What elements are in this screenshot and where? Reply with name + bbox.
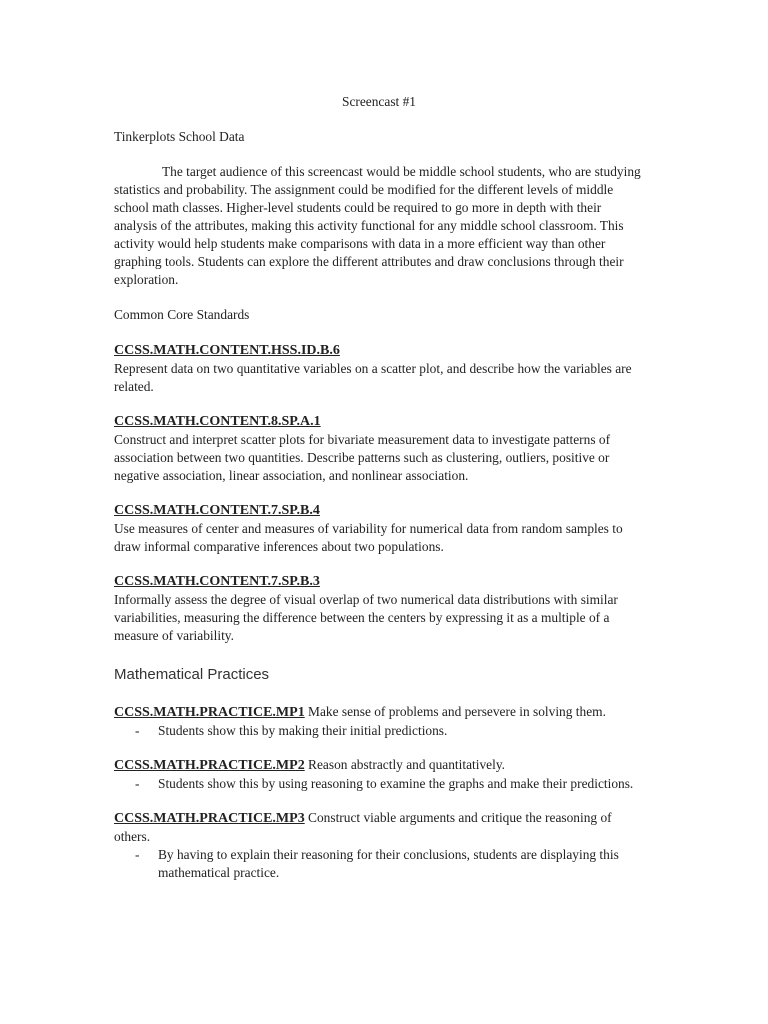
- practice-link[interactable]: CCSS.MATH.PRACTICE.MP2: [114, 758, 305, 773]
- practice-item: [114, 809, 644, 882]
- practice-bullet: [114, 722, 644, 740]
- standard-item: [114, 412, 644, 485]
- practice-item: [114, 703, 644, 740]
- practice-bullet: [114, 846, 644, 882]
- practice-statement: [114, 756, 644, 775]
- document-page: [114, 93, 644, 898]
- standard-description: Construct and interpret scatter plots for bivariate measurement data to investigate patterns of association between two quantities. Describe patterns such as clustering, outliers, positive or negative association, linear association, and nonlinear association.: [114, 432, 611, 483]
- practice-bullet: [114, 775, 644, 793]
- bullet-text: By having to explain their reasoning for their conclusions, students are displaying this mathematical practice.: [158, 847, 619, 880]
- standard-description: Represent data on two quantitative variables on a scatter plot, and describe how the variables are related.: [114, 361, 632, 394]
- standards-heading: Common Core Standards: [114, 307, 250, 322]
- practice-item: [114, 756, 644, 793]
- bullet-text: Students show this by making their initial predictions.: [158, 723, 448, 738]
- bullet-dash: -: [135, 847, 140, 862]
- standard-item: [114, 341, 644, 396]
- standard-description: Use measures of center and measures of variability for numerical data from random samples to draw informal comparative inferences about two populations.: [114, 521, 623, 554]
- practice-link[interactable]: CCSS.MATH.PRACTICE.MP1: [114, 705, 305, 720]
- practice-description: Reason abstractly and quantitatively.: [304, 757, 506, 772]
- standard-link[interactable]: CCSS.MATH.CONTENT.HSS.ID.B.6: [114, 343, 340, 358]
- practice-description: Make sense of problems and persevere in solving them.: [304, 704, 606, 719]
- standard-link[interactable]: CCSS.MATH.CONTENT.8.SP.A.1: [114, 414, 321, 429]
- document-subtitle: Tinkerplots School Data: [114, 129, 245, 144]
- intro-paragraph: The target audience of this screencast would be middle school students, who are studying statistics and probability. The assignment could be modified for the different levels of middle school math classes. Higher-level students could be required to go more in depth with their analysis of the attributes, making this activity functional for any middle school classroom. This activity would help students make comparisons with data in a more efficient way than other graphing tools. Students can explore the different attributes and draw conclusions through their exploration.: [114, 164, 641, 287]
- standard-link[interactable]: CCSS.MATH.CONTENT.7.SP.B.4: [114, 503, 320, 518]
- standard-item: [114, 572, 644, 645]
- standard-link[interactable]: CCSS.MATH.CONTENT.7.SP.B.3: [114, 574, 320, 589]
- bullet-dash: -: [135, 776, 140, 791]
- standard-description: Informally assess the degree of visual overlap of two numerical data distributions with similar variabilities, measuring the difference between the centers by expressing it as a multiple of a measure of variability.: [114, 592, 618, 643]
- standard-item: [114, 501, 644, 556]
- practices-heading: Mathematical Practices: [114, 666, 270, 683]
- practice-description: Construct viable arguments and critique the reasoning of others.: [114, 810, 612, 844]
- document-title: Screencast #1: [342, 94, 416, 109]
- bullet-text: Students show this by using reasoning to examine the graphs and make their predictions.: [158, 776, 634, 791]
- practice-statement: [114, 809, 644, 846]
- practice-statement: [114, 703, 644, 722]
- practice-link[interactable]: CCSS.MATH.PRACTICE.MP3: [114, 811, 305, 826]
- bullet-dash: -: [135, 723, 140, 738]
